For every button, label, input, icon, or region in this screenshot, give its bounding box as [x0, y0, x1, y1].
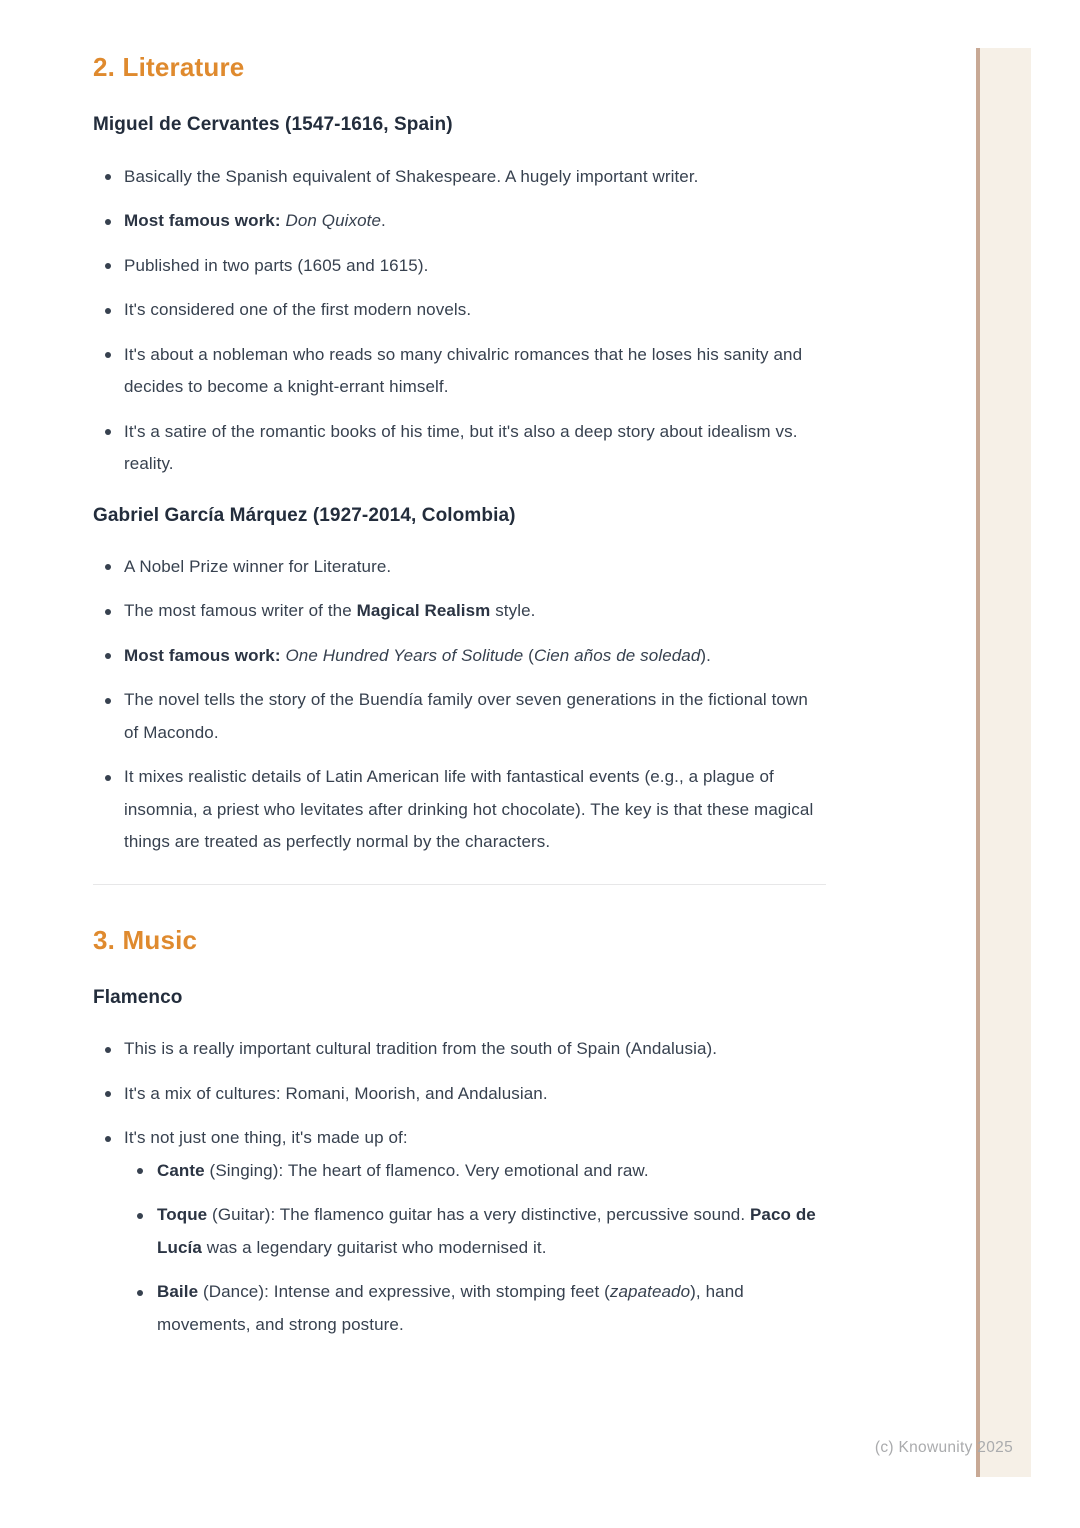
bullet-text-run: It mixes realistic details of Latin American life with fantastical events (e.g., a plague of insomnia, a priest who levitates after drinking hot chocolate). The key is that these magical things are treated as perfectly normal by the characters.: [124, 767, 814, 852]
watermark: (c) Knowunity 2025: [874, 1439, 1013, 1456]
nested-bullet-item: [124, 1155, 826, 1188]
bullet-text-run: It's about a nobleman who reads so many chivalric romances that he loses his sanity and decides to become a knight-errant himself.: [124, 344, 803, 397]
bullet-text-run: .: [381, 211, 386, 231]
subsection-title: Gabriel García Márquez (1927-2014, Colombia): [93, 504, 516, 526]
bullet-text-run: ), hand movements, and strong posture.: [157, 1282, 744, 1334]
bullet-item: [93, 595, 826, 628]
bullet-text-run: Toque: [157, 1205, 208, 1225]
bullet-text-run: (Guitar): The flamenco guitar has a very distinctive, percussive sound.: [207, 1205, 750, 1225]
bullet-text-run: It's a mix of cultures: Romani, Moorish, and Andalusian.: [124, 1083, 548, 1103]
bullet-text-run: The novel tells the story of the Buendía family over seven generations in the fictional town of Macondo.: [124, 690, 808, 742]
bullet-text-run: Most famous work:: [124, 211, 281, 231]
bullet-text-run: It's not just one thing, it's made up of:: [124, 1128, 408, 1148]
bullet-text-run: It's considered one of the first modern novels.: [124, 300, 472, 320]
subsection-title: Flamenco: [93, 987, 183, 1009]
bullet-item: [93, 1122, 826, 1341]
bullet-text-run: One Hundred Years of Solitude: [285, 645, 524, 665]
bullet-text-run: Paco de Lucía: [157, 1205, 816, 1257]
bullet-item: [93, 551, 826, 584]
bullet-item: [93, 205, 826, 238]
bullet-text-run: This is a really important cultural tradition from the south of Spain (Andalusia).: [124, 1039, 718, 1059]
subsection-title: Miguel de Cervantes (1547-1616, Spain): [93, 114, 453, 136]
bullet-text-run: Cien años de soledad: [533, 645, 701, 665]
bullet-text-run: Baile: [157, 1282, 199, 1302]
bullet-text-run: style.: [490, 601, 536, 621]
bullet-text-run: It's a satire of the romantic books of his time, but it's also a deep story about idealism vs. reality.: [124, 421, 798, 474]
section-divider: [93, 884, 826, 885]
bullet-text-run: (Singing): The heart of flamenco. Very emotional and raw.: [204, 1160, 649, 1180]
bullet-item: [93, 640, 826, 673]
bullet-item: [93, 416, 826, 481]
bullet-text-run: (: [523, 645, 534, 665]
bullet-list: [93, 551, 826, 859]
nested-bullet-item: [124, 1199, 826, 1264]
bullet-item: [93, 250, 826, 283]
bullet-text-run: (Dance): Intense and expressive, with stomping feet (: [198, 1282, 610, 1302]
bullet-text-run: zapateado: [609, 1282, 691, 1302]
bullet-text-run: ).: [700, 645, 712, 665]
bullet-text-run: Cante: [157, 1160, 205, 1180]
bullet-text-run: Don Quixote: [285, 211, 382, 231]
bullet-text-run: Published in two parts (1605 and 1615).: [124, 255, 429, 275]
bullet-text-run: A Nobel Prize winner for Literature.: [124, 556, 392, 576]
nested-bullet-item: [124, 1276, 826, 1341]
bullet-text-run: Basically the Spanish equivalent of Shakespeare. A hugely important writer.: [124, 166, 699, 186]
bullet-text-run: Magical Realism: [356, 601, 491, 621]
bullet-text-run: The most famous writer of the: [124, 601, 357, 621]
bullet-item: [93, 161, 826, 194]
next-page-edge: [976, 48, 1031, 1477]
notes-content: [93, 53, 826, 1353]
nested-bullet-list: [124, 1155, 826, 1342]
section-heading: 3. Music: [93, 924, 198, 955]
bullet-list: [93, 161, 826, 481]
bullet-item: [93, 339, 826, 404]
bullet-item: [93, 761, 826, 859]
bullet-list: [93, 1033, 826, 1341]
bullet-item: [93, 1033, 826, 1066]
bullet-item: [93, 1078, 826, 1111]
bullet-item: [93, 684, 826, 749]
section-heading: 2. Literature: [93, 52, 245, 82]
bullet-text-run: was a legendary guitarist who modernised it.: [201, 1237, 547, 1257]
bullet-item: [93, 294, 826, 327]
bullet-text-run: Most famous work:: [124, 645, 281, 665]
